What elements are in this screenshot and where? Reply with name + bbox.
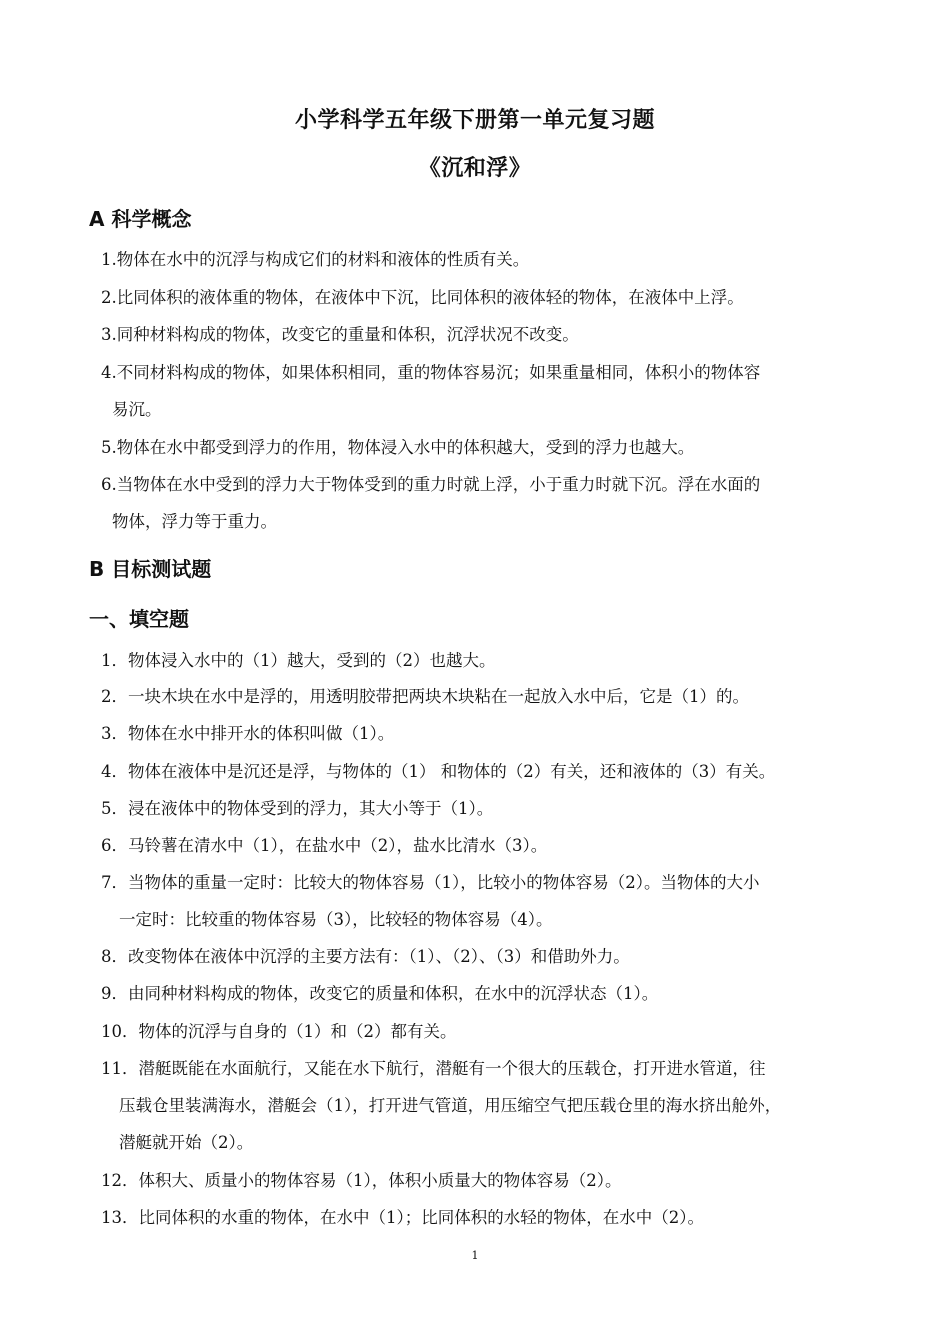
concept-line: 2.比同体积的液体重的物体，在液体中下沉，比同体积的液体轻的物体，在液体中上浮。 [101,288,744,307]
question-line: 2．一块木块在水中是浮的，用透明胶带把两块木块粘在一起放入水中后，它是（1）的。 [101,687,749,706]
question-line: 10．物体的沉浮与自身的（1）和（2）都有关。 [101,1022,457,1041]
document-title: 小学科学五年级下册第一单元复习题 [294,108,655,133]
question-line: 11．潜艇既能在水面航行，又能在水下航行，潜艇有一个很大的压载仓，打开进水管道，往 [101,1059,766,1078]
concept-line: 1.物体在水中的沉浮与构成它们的材料和液体的性质有关。 [101,250,530,269]
question-line: 6．马铃薯在清水中（1），在盐水中（2），盐水比清水（3）。 [101,836,548,855]
question-line: 潜艇就开始（2）。 [119,1133,254,1152]
question-line: 5．浸在液体中的物体受到的浮力，其大小等于（1）。 [101,799,494,818]
concept-line: 物体，浮力等于重力。 [112,512,277,531]
question-line: 13．比同体积的水重的物体，在水中（1）；比同体积的水轻的物体，在水中（2）。 [101,1208,704,1227]
question-line: 8．改变物体在液体中沉浮的主要方法有：（1）、（2）、（3）和借助外力。 [101,947,630,966]
question-line: 4．物体在液体中是沉还是浮，与物体的（1） 和物体的（2）有关，还和液体的（3）有关。 [101,762,776,781]
fill-blank-heading: 一、填空题 [89,607,189,631]
concept-line: 6.当物体在水中受到的浮力大于物体受到的重力时就上浮，小于重力时就下沉。浮在水面的 [101,475,761,494]
question-line: 12．体积大、质量小的物体容易（1），体积小质量大的物体容易（2）。 [101,1171,622,1190]
question-line: 压载仓里装满海水，潜艇会（1），打开进气管道，用压缩空气把压载仓里的海水挤出舱外， [119,1096,782,1115]
concept-line: 5.物体在水中都受到浮力的作用，物体浸入水中的体积越大，受到的浮力也越大。 [101,438,695,457]
question-line: 1．物体浸入水中的（1）越大，受到的（2）也越大。 [101,651,496,670]
document-subtitle: 《沉和浮》 [418,156,532,181]
question-line: 一定时：比较重的物体容易（3），比较轻的物体容易（4）。 [119,910,553,929]
concept-line: 3.同种材料构成的物体，改变它的重量和体积，沉浮状况不改变。 [101,325,579,344]
question-line: 3．物体在水中排开水的体积叫做（1）。 [101,724,395,743]
concept-line: 4.不同材料构成的物体，如果体积相同，重的物体容易沉；如果重量相同，体积小的物体容 [101,363,761,382]
question-line: 9．由同种材料构成的物体，改变它的质量和体积，在水中的沉浮状态（1）。 [101,984,659,1003]
concept-line: 易沉。 [112,400,162,419]
section-a-heading: A 科学概念 [89,207,192,231]
page-number: 1 [471,1249,479,1262]
question-line: 7．当物体的重量一定时：比较大的物体容易（1），比较小的物体容易（2）。当物体的大小 [101,873,760,892]
section-b-heading: B 目标测试题 [89,557,212,581]
